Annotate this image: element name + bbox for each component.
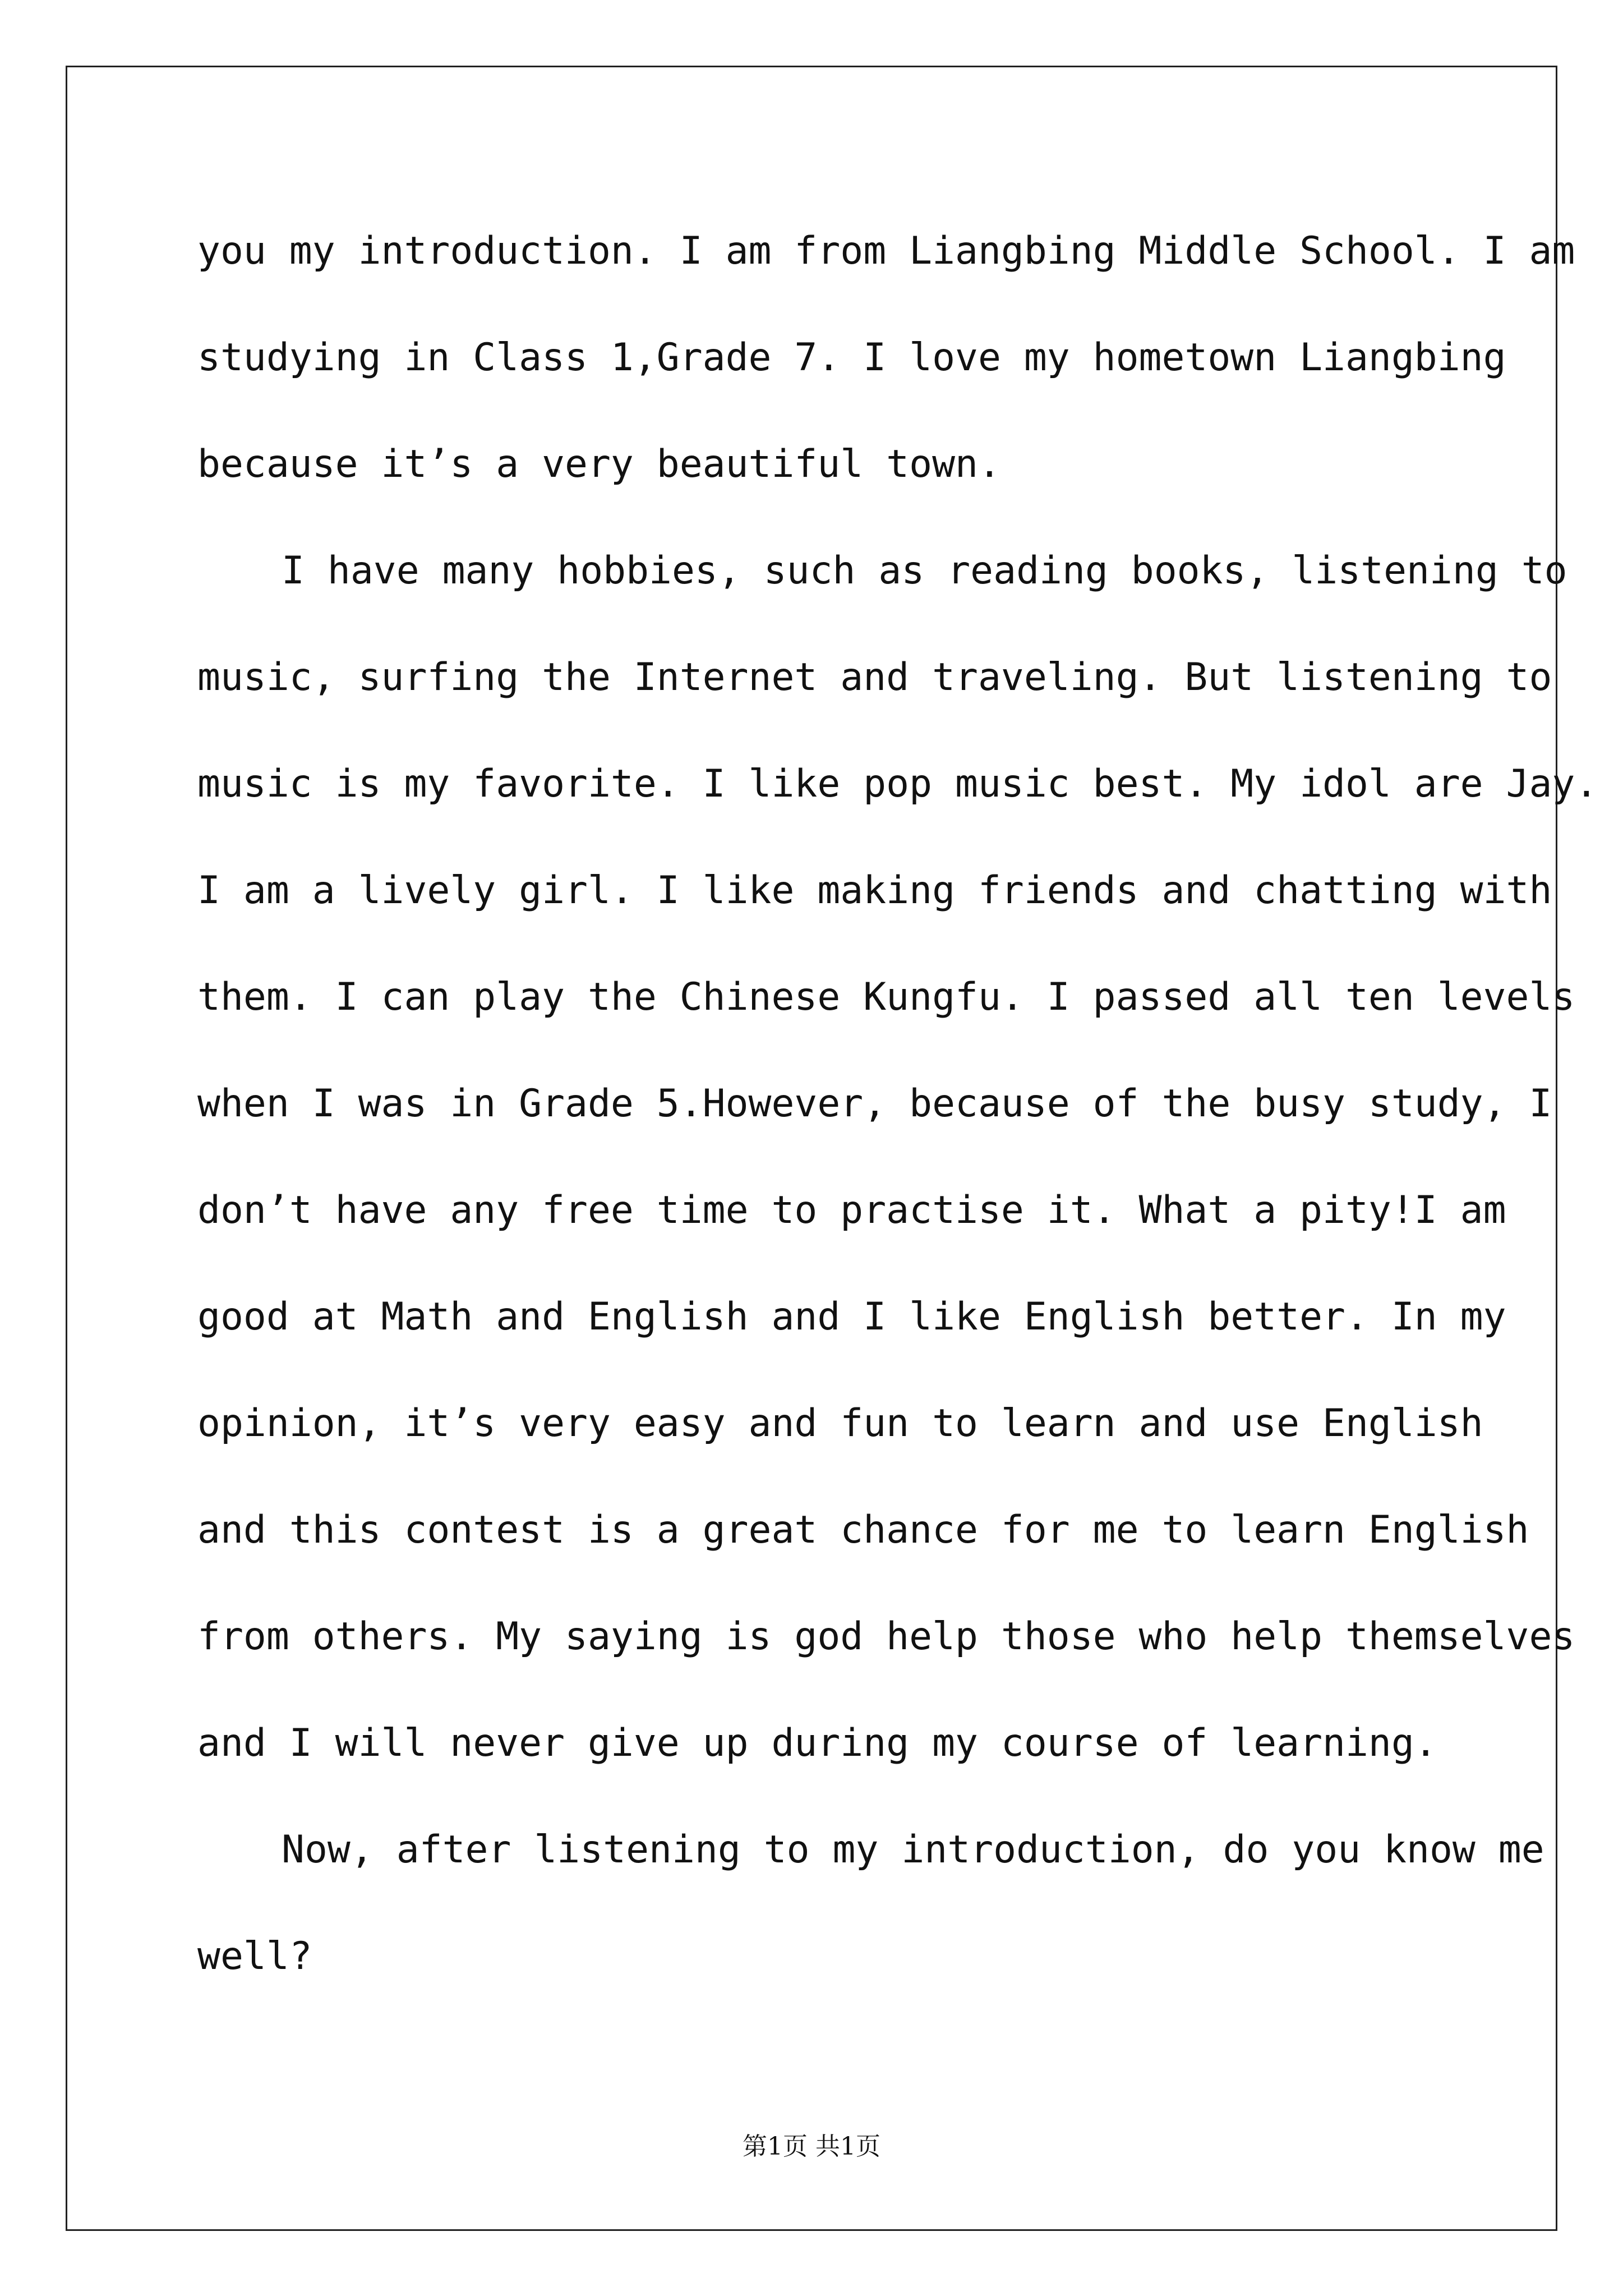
text-line: good at Math and English and I like English better. In my (197, 1295, 1506, 1339)
text-line: and I will never give up during my course of learning. (197, 1721, 1437, 1765)
text-line: because it’s a very beautiful town. (197, 442, 1001, 486)
document-body (197, 224, 1598, 2036)
page-number-footer: 第1页 共1页 (743, 2132, 880, 2161)
paragraph-start-line: I have many hobbies, such as reading books, listening to (282, 549, 1567, 593)
text-line: from others. My saying is god help those who help themselves (197, 1614, 1575, 1659)
text-line: when I was in Grade 5.However, because of the busy study, I (197, 1082, 1552, 1126)
text-line: opinion, it’s very easy and fun to learn and use English (197, 1401, 1483, 1446)
text-line: well? (197, 1934, 312, 1978)
text-line: you my introduction. I am from Liangbing Middle School. I am (197, 229, 1575, 273)
text-line: studying in Class 1,Grade 7. I love my hometown Liangbing (197, 335, 1506, 380)
text-line: music is my favorite. I like pop music best. My idol are Jay. (197, 762, 1598, 806)
text-line: don’t have any free time to practise it. What a pity!I am (197, 1188, 1506, 1232)
text-line: I am a lively girl. I like making friends and chatting with (197, 868, 1552, 913)
text-line: and this contest is a great chance for me to learn English (197, 1508, 1529, 1552)
paragraph-start-line: Now, after listening to my introduction, do you know me (282, 1828, 1544, 1872)
text-line: them. I can play the Chinese Kungfu. I passed all ten levels (197, 975, 1575, 1019)
text-line: music, surfing the Internet and traveling. But listening to (197, 655, 1552, 700)
